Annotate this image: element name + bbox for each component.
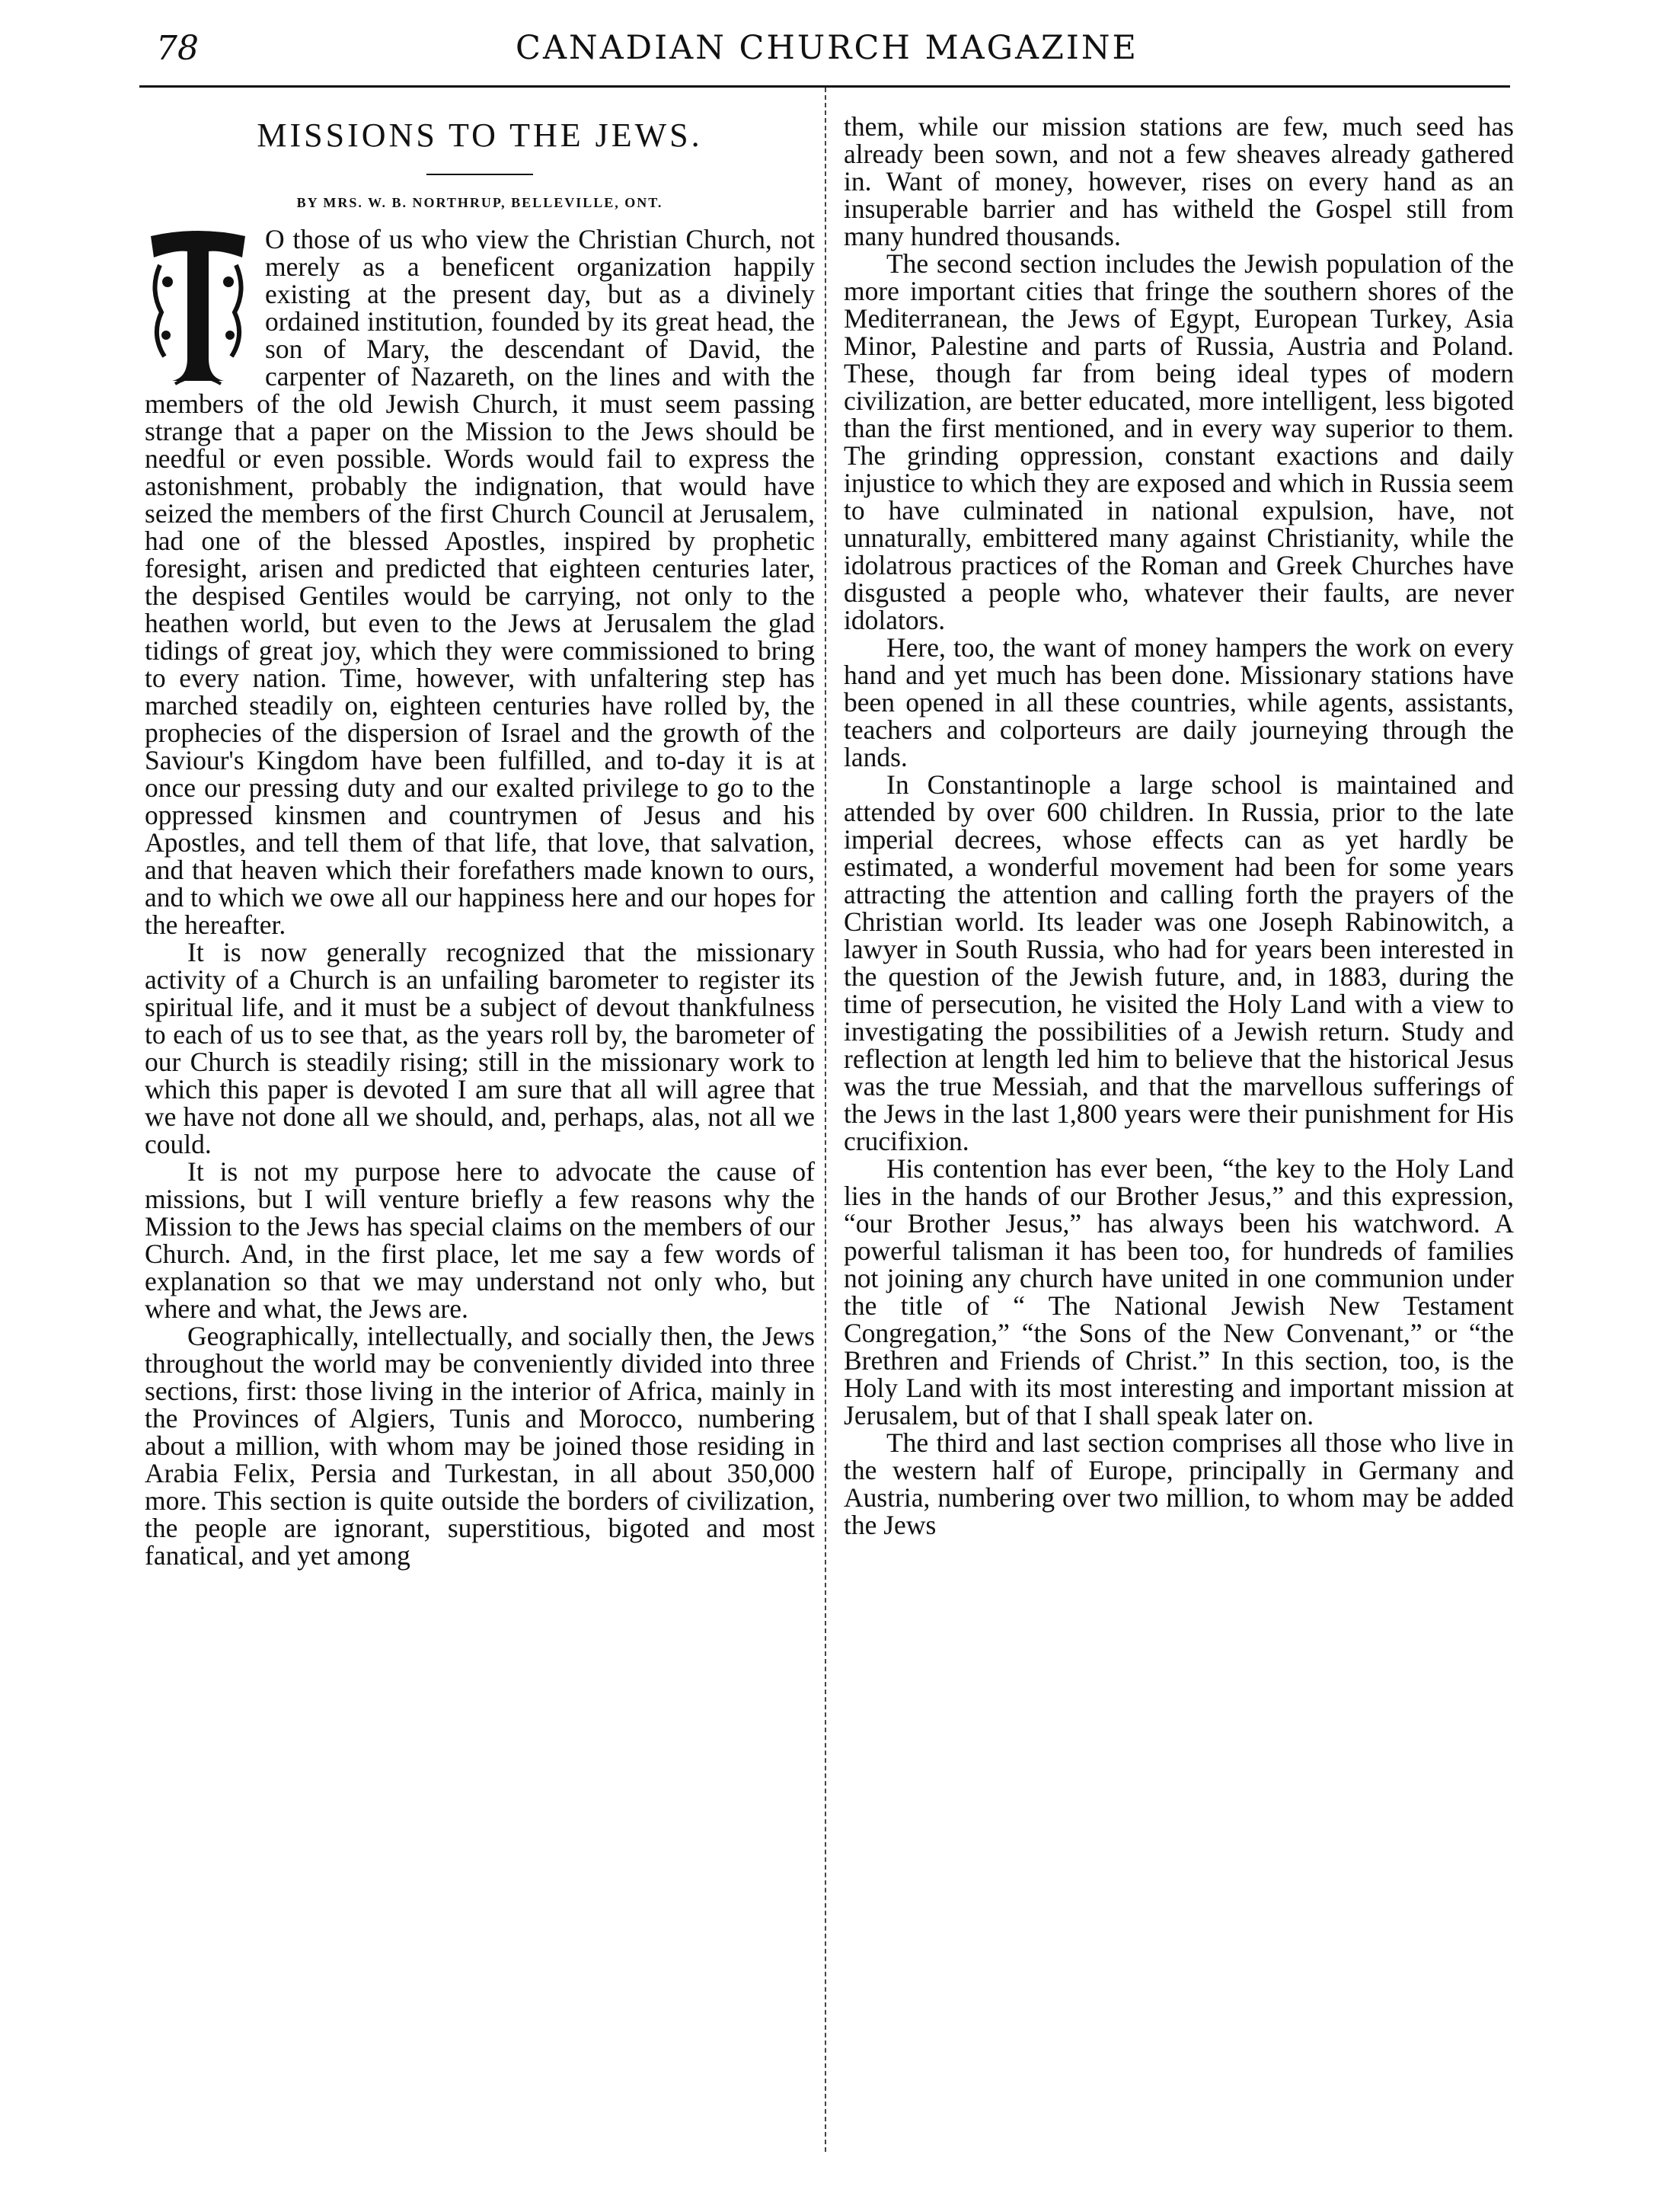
article-title: MISSIONS TO THE JEWS. bbox=[257, 117, 703, 154]
right-column bbox=[844, 113, 1514, 1539]
paragraph: The second section includes the Jewish population of the more important cities that fringe the southern shores of the Mediterranean, the Jews of Egypt, European Turkey, Asia Minor, Palestine and parts of Russia, Austria and Poland. These, though far from being ideal types of modern civilization, are better educated, more intelligent, less bigoted than the first mentioned, and in every way superior to them. The grinding oppression, constant exactions and daily injustice to which they are exposed and which in Russia seem to have culminated in national expulsion, have, not unnaturally, embittered many against Christianity, while the idolatrous practices of the Roman and Greek Churches have disgusted a people who, whatever their faults, are never idolators. bbox=[844, 248, 1514, 635]
paragraph: It is not my purpose here to advocate the cause of missions, but I will venture briefly a few reasons why the Mission to the Jews has special claims on the members of our Church. And, in the first place, let me say a few words of explanation so that we may understand not only who, but where and what, the Jews are. bbox=[145, 1156, 815, 1324]
paragraph: them, while our mission stations are few, much seed has already been sown, and not a few sheaves already gathered in. Want of money, however, rises on every hand as an insuperable barrier and has witheld the Gospel still from many hundred thousands. bbox=[844, 111, 1514, 251]
byline: BY MRS. W. B. NORTHRUP, BELLEVILLE, ONT. bbox=[296, 195, 663, 210]
paragraph: The third and last section comprises all those who live in the western half of Europe, principally in Germany and Austria, numbering over two million, to whom may be added the Jews bbox=[844, 1427, 1514, 1540]
paragraph: Here, too, the want of money hampers the work on every hand and yet much has been done. Missionary stations have been opened in all these countries, while agents, assistants, teachers and colporteurs are daily journeying through the lands. bbox=[844, 632, 1514, 772]
paragraph: It is now generally recognized that the missionary activity of a Church is an unfailing barometer to register its spiritual life, and it must be a subject of devout thankfulness to each of us to see that, as the years roll by, the barometer of our Church is steadily rising; still in the missionary work to which this paper is devoted I am sure that all will agree that we have not done all we should, and, perhaps, alas, not all we could. bbox=[145, 937, 815, 1159]
left-column bbox=[145, 107, 815, 1569]
paragraph: His contention has ever been, “the key to the Holy Land lies in the hands of our Brother Jesus,” and this expression, “our Brother Jesus,” has always been his watchword. A powerful talisman it has been too, for hundreds of families not joining any church have united in one communion under the title of “ The National Jewish New Testament Congregation,” “the Sons of the New Convenant,” or “the Brethren and Friends of Christ.” In this section, too, is the Holy Land with its most interesting and important mission at Jerusalem, but of that I shall speak later on. bbox=[844, 1153, 1514, 1430]
title-rule bbox=[426, 174, 533, 175]
ornamental-initial-icon bbox=[145, 229, 251, 388]
running-head: CANADIAN CHURCH MAGAZINE bbox=[516, 29, 1138, 67]
page-number: 78 bbox=[156, 29, 199, 68]
paragraph: Geographically, intellectually, and socially then, the Jews throughout the world may be conveniently divided into three sections, first: those living in the interior of Africa, mainly in the Provinces of Algiers, Tunis and Morocco, numbering about a million, with whom may be joined those residing in Arabia Felix, Persia and Turkestan, in all about 350,000 more. This section is quite outside the borders of civilization, the people are ignorant, superstitious, bigoted and most fanatical, and yet among bbox=[145, 1321, 815, 1571]
column-divider bbox=[825, 88, 826, 2152]
paragraph: O those of us who view the Christian Church, not merely as a beneficent organization happily existing at the present day, but as a divinely ordained institution, founded by its great head, the son of Mary, the descendant of David, the carpenter of Nazareth, on the lines and with the members of the old Jewish Church, it must seem passing strange that a paper on the Mission to the Jews should be needful or even possible. Words would fail to express the astonishment, probably the indignation, that would have seized the members of the first Church Council at Jerusalem, had one of the blessed Apostles, inspired by prophetic foresight, arisen and predicted that eighteen centuries later, the despised Gentiles would be carrying, not only to the heathen world, but even to the Jews at Jerusalem the glad tidings of great joy, which they were commissioned to bring to every nation. Time, however, with unfaltering step has marched steadily on, eighteen centuries have rolled by, the prophecies of the dispersion of Israel and the growth of the Saviour's Kingdom have been fulfilled, and to-day it is at once our pressing duty and our exalted privilege to go to the oppressed kinsmen and countrymen of Jesus and his Apostles, and tell them of that life, that love, that salvation, and that heaven which their forefathers made known to ours, and to which we owe all our happiness here and our hopes for the hereafter. bbox=[145, 224, 815, 940]
paragraph: In Constantinople a large school is maintained and attended by over 600 children. In Russia, prior to the late imperial decrees, whose effects can as yet hardly be estimated, a wonderful movement had been for some years attracting the attention and calling forth the prayers of the Christian world. Its leader was one Joseph Rabinowitch, a lawyer in South Russia, who had for years been interested in the question of the Jewish future, and, in 1883, during the time of persecution, he visited the Holy Land with a view to investigating the possibilities of a Jewish return. Study and reflection at length led him to believe that the historical Jesus was the true Messiah, and that the marvellous sufferings of the Jews in the last 1,800 years were their punishment for His crucifixion. bbox=[844, 769, 1514, 1156]
